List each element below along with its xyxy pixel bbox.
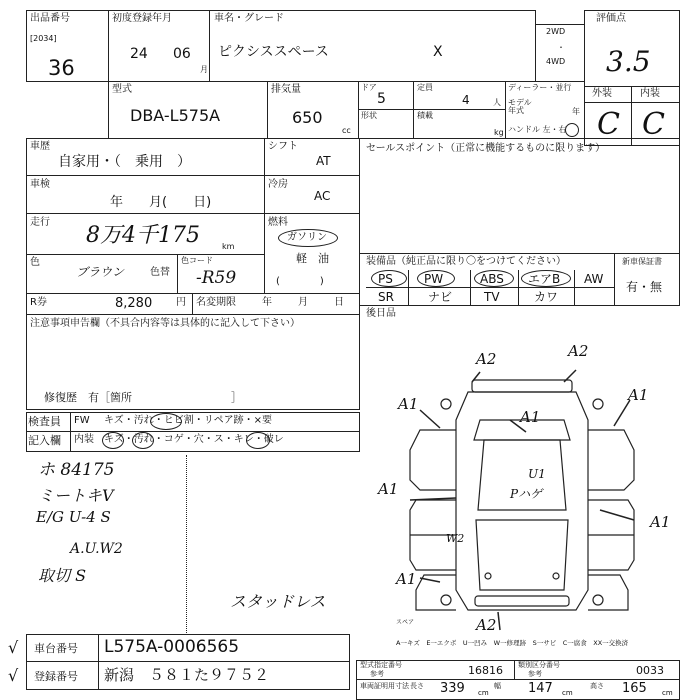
int-items: キズ・汚れ・コゲ・穴・ス・キレ・破レ [104, 434, 284, 445]
equip-pw-circle [417, 270, 455, 287]
cc-unit: cc [342, 126, 351, 135]
equipment-title: 装備品（純正品に限り〇をつけてください） [366, 256, 566, 267]
note-line-4: A.U.W2 [70, 541, 123, 557]
capacity-value: 4 [462, 93, 470, 107]
recorder-label: 記入欄 [28, 434, 61, 447]
km-unit: km [222, 242, 235, 251]
yen-unit: 円 [176, 297, 186, 308]
equip-airbag: エアB [528, 272, 561, 286]
car-name-label: 車名・グレード [214, 13, 284, 24]
drive-2wd: 2WD [546, 27, 566, 36]
mark-circle-1 [150, 413, 182, 430]
plate-label: 登録番号 [34, 670, 78, 683]
kg-unit: kg [494, 128, 504, 137]
chassis-label: 車台番号 [34, 642, 78, 655]
equip-airbag-circle [521, 270, 571, 287]
equip-ps: PS [378, 272, 393, 286]
score-value: 3.5 [606, 45, 651, 78]
class-number: 0033 [636, 664, 664, 677]
width-label: 幅 [494, 682, 501, 690]
first-reg-month: 06 [173, 46, 191, 62]
shift-label: シフト [268, 141, 298, 152]
mark-fender-left: A1 [398, 395, 419, 413]
equip-ps-circle [371, 270, 407, 287]
note-line-2: ミートキV [38, 486, 114, 505]
equip-leather: カワ [534, 290, 559, 304]
equip-abs: ABS [480, 272, 504, 286]
color-change-label: 色替 [150, 267, 170, 278]
inspector-label: 検査員 [28, 415, 61, 428]
exterior-grade: C [597, 107, 620, 142]
fuel-diesel: 軽 油 [296, 252, 329, 265]
interior-label: 内装 [640, 88, 660, 99]
equip-tv: TV [484, 290, 500, 304]
mark-circle-4 [246, 432, 270, 449]
fuel-label: 燃料 [268, 217, 288, 228]
ac-label: 冷房 [268, 179, 288, 190]
notes-label: 注意事項申告欄（不具合内容等は具体的に記入して下さい） [30, 318, 300, 329]
mark-rear-left: A1 [396, 570, 417, 588]
equip-sr: SR [378, 290, 394, 304]
equip-pw: PW [424, 272, 444, 286]
drive-dot: ・ [557, 43, 565, 52]
spare-label: スペア [396, 619, 415, 626]
length-value: 339 [440, 681, 465, 696]
recycle-fee: 8,280 [115, 296, 153, 311]
color-value: ブラウン [76, 265, 125, 279]
color-code-label: 色コード [181, 256, 213, 265]
sales-title: セールスポイント（正常に機能するものに限ります） [366, 143, 606, 154]
capacity-label: 定員 [417, 83, 433, 92]
plate-value: 新潟 ５８１た９７５２ [104, 666, 270, 684]
cert-label: 型式指定番号 [360, 661, 402, 669]
year-unit: 年 [572, 107, 580, 116]
width-value: 147 [528, 681, 553, 696]
after-install-label: 後日品 [366, 308, 396, 319]
month-unit: 月 [200, 65, 208, 74]
check-mark-1: √ [8, 638, 19, 657]
warranty-value: 有・無 [626, 280, 663, 294]
mark-roof-note: Pハゲ [510, 487, 543, 501]
ac-value: AC [314, 189, 331, 203]
mark-roof: U1 [528, 467, 546, 481]
usage-label: 車歴 [30, 141, 50, 152]
equip-abs-circle [474, 270, 514, 287]
equip-navi: ナビ [428, 290, 453, 304]
mileage-value: 8万4千175 [86, 223, 200, 248]
length-unit: cm [478, 689, 489, 697]
mark-rear: A2 [476, 616, 497, 634]
inspection-value: 年 月( 日) [110, 195, 212, 210]
model-year-label: モデル年式 [508, 98, 532, 115]
warranty-label: 新車保証書 [622, 257, 662, 266]
int-label: 内装 [74, 434, 94, 445]
car-name: ピクシススペース [218, 44, 329, 60]
cert-number: 16816 [468, 664, 503, 677]
chassis-value: L575A-0006565 [104, 637, 240, 657]
model-label: 型式 [112, 84, 132, 95]
note-line-5: 取切 S [38, 566, 87, 585]
paren-blank: ( ) [276, 276, 324, 287]
recycle-label: R券 [30, 297, 47, 308]
note-line-1: ホ 84175 [38, 460, 115, 480]
displacement-value: 650 [292, 108, 323, 127]
model-value: DBA-L575A [130, 106, 221, 125]
lot-code: [2034] [30, 34, 57, 43]
inspection-label: 車検 [30, 179, 50, 190]
class-label: 類別区分番号 [518, 661, 560, 669]
repair-history: 修復歴 有［箇所 ］ [44, 391, 242, 404]
cert-ref: 参考 [370, 670, 384, 678]
person-unit: 人 [493, 98, 501, 107]
handle-right-circle [565, 123, 579, 137]
note-line-6: スタッドレス [230, 592, 326, 611]
dealer-label: ディーラー・並行 [508, 83, 572, 92]
grade: X [433, 44, 443, 60]
lot-number: 36 [48, 56, 75, 80]
mark-door-left: W2 [446, 532, 465, 545]
mark-roof-front: A1 [520, 408, 541, 426]
handle-label: ハンドル 左・右 [508, 125, 567, 134]
width-unit: cm [562, 689, 573, 697]
mark-front-left: A2 [476, 350, 497, 368]
score-label: 評価点 [596, 13, 626, 24]
displacement-label: 排気量 [271, 84, 301, 95]
damage-legend: A一キズ E一エクボ U一凹み W一修理跡 S一サビ C一腐食 XX一交換済 [396, 639, 629, 647]
registration-deadline-label: 名変期限 [196, 297, 236, 308]
dims-label: 車両証明用寸法 [360, 682, 409, 690]
registration-deadline-value: 年 月 日 [262, 297, 346, 308]
interior-grade: C [642, 107, 665, 142]
mark-circle-3 [132, 432, 154, 449]
first-reg-year: 24 [130, 46, 148, 62]
height-unit: cm [662, 689, 673, 697]
doors-value: 5 [377, 91, 386, 107]
mark-side-left: A1 [378, 480, 399, 498]
mark-fender-right: A1 [628, 386, 649, 404]
mark-front-right: A2 [568, 342, 589, 360]
class-ref: 参考 [528, 670, 542, 678]
color-label: 色 [30, 257, 40, 268]
usage-value: 自家用・（ 乗用 ） [58, 154, 191, 170]
shape-label: 形状 [361, 111, 377, 120]
lot-label: 出品番号 [30, 13, 70, 24]
fuel-gasoline: ガソリン [287, 232, 327, 243]
ext-items: キズ・汚れ・ヒビ割・リペア跡・×要 [104, 415, 272, 426]
length-label: 長さ [410, 682, 424, 690]
color-code-value: -R59 [196, 268, 237, 288]
equip-aw: AW [584, 272, 604, 286]
inspector-code: FW [74, 415, 90, 426]
check-mark-2: √ [8, 666, 19, 685]
height-value: 165 [622, 681, 647, 696]
mark-circle-2 [102, 432, 124, 449]
sales-box [359, 138, 680, 254]
drive-4wd: 4WD [546, 57, 566, 66]
exterior-label: 外装 [592, 88, 612, 99]
first-reg-label: 初度登録年月 [112, 13, 172, 24]
height-label: 高さ [590, 682, 604, 690]
doors-label: ドア [361, 83, 377, 92]
load-label: 積載 [417, 111, 433, 120]
shift-value: AT [316, 154, 331, 168]
note-line-3: E/G U-4 S [36, 508, 111, 526]
mileage-label: 走行 [30, 217, 50, 228]
notes-margin-line [186, 455, 187, 635]
mark-side-right: A1 [650, 513, 671, 531]
